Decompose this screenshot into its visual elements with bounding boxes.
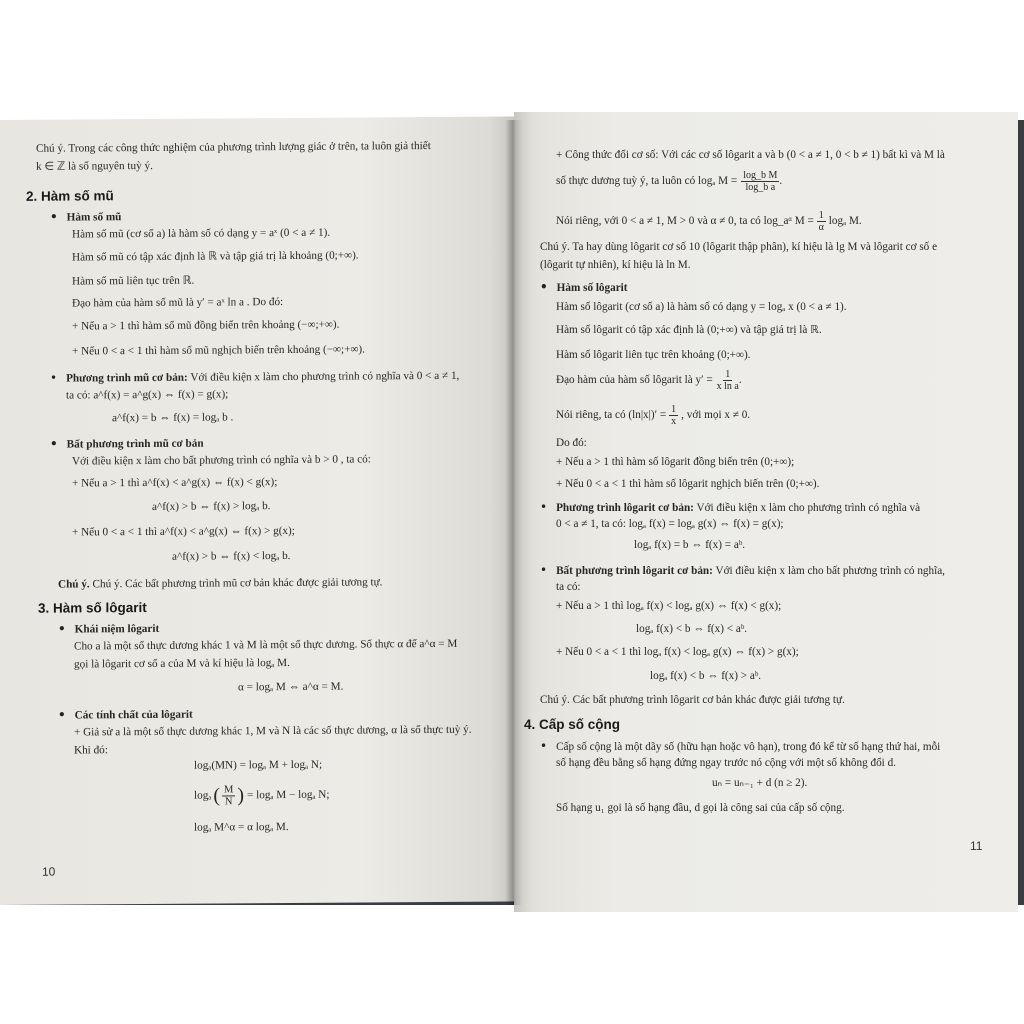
r-b3-line-3: logₐ f(x) < b ⇔ f(x) < aᵇ. [636,623,748,635]
right-page [514,112,1018,912]
r-b1-l5-numerator: 1 [671,404,677,415]
s2-bpt-line-5: a^f(x) > b ⇔ f(x) < logₐ b. [172,549,291,563]
r-b1-line-3: Hàm số lôgarit liên tục trên khoảng (0;+∞). [556,349,751,361]
r-b1-l4-denominator: x ln a [716,381,739,392]
r-b1-line-6: Do đó: [556,437,587,449]
s3-formula-3: logₐ M^α = α logₐ M. [194,820,289,834]
r-bullet-phuong-trinh-logarit: • Phương trình lôgarit cơ bản: Với điều kiện x làm cho phương trình có nghĩa và [540,499,920,516]
s2-line-3: Hàm số mũ liên tục trên ℝ. [72,274,195,288]
s3-line-2: gọi là lôgarit cơ số a của M và kí hiệu là logₐ M. [74,656,290,671]
r-b1-line-8: + Nếu 0 < a < 1 thì hàm số lôgarit nghịch biến trên (0;+∞). [556,478,820,490]
s2-bullet-bat-phuong-trinh-mu: • Bất phương trình mũ cơ bản [50,435,204,453]
s4-bullet-cap-so-cong: • Cấp số cộng là một dãy số (hữu hạn hoặc vô hạn), trong đó kể từ số hạng thứ hai, mỗi [540,738,940,755]
section-2-title: 2. Hàm số mũ [26,188,114,204]
s3-formula-1: logₐ(MN) = logₐ M + logₐ N; [194,758,323,772]
s4-line-4: Số hạng u₁ gọi là số hạng đầu, d gọi là công sai của cấp số cộng. [556,802,845,814]
r-line-3: Nói riêng, với 0 < a ≠ 1, M > 0 và α ≠ 0, ta có log_aᵅ M = $\frac{1}{\alpha}$ logₐ M. [556,210,862,233]
r-note-1-line-1: Chú ý. Ta hay dùng lôgarit cơ số 10 (lôgarit thập phân), kí hiệu là lg M và lôgarit cơ số e [540,241,938,253]
s2-line-1: Hàm số mũ (cơ số a) là hàm số có dạng y = aˣ (0 < a ≠ 1). [72,226,331,241]
r-b1-line-5: Nói riêng, ta có (ln|x|)′ = $\frac{1}{x}$ , với mọi x ≠ 0. [556,404,751,427]
r-bullet-ham-so-logarit: • Hàm số lôgarit [540,279,628,296]
s2-bullet-ham-so-mu: • Hàm số mũ [50,208,121,226]
r-b1-l4-numerator: 1 [725,369,731,380]
r-l3-denominator: α [818,222,824,233]
r-b1-l5-denominator: x [671,416,677,427]
section-4-title: 4. Cấp số cộng [524,717,621,732]
s3-line-3: α = logₐ M ⇔ a^α = M. [238,680,344,694]
r-b3-line-2: + Nếu a > 1 thì logₐ f(x) < logₐ g(x) ⇔ f(x) < g(x); [556,600,782,612]
r-line-1: + Công thức đổi cơ số: Với các cơ số lôgarit a và b (0 < a ≠ 1, 0 < b ≠ 1) bất kì và M là [556,149,945,161]
section-3-title: 3. Hàm số lôgarit [38,599,147,616]
s2-bpt-line-2: + Nếu a > 1 thì a^f(x) < a^g(x) ⇔ f(x) < g(x); [72,476,278,490]
s4-line-2: số hạng đều bằng số hạng đứng ngay trước nó cộng với một số không đổi d. [556,757,896,769]
s2-bullet-phuong-trinh-mu: • Phương trình mũ cơ bản: Với điều kiện x làm cho phương trình có nghĩa và 0 < a ≠ 1, [50,367,459,387]
r-b3-line-4: + Nếu 0 < a < 1 thì logₐ f(x) < logₐ g(x) ⇔ f(x) > g(x); [556,646,799,658]
r-b1-line-4: Đạo hàm của hàm số lôgarit là y′ = $\frac{1}{\text{x ln a}}$ . [556,369,742,392]
s3-line-1: Cho a là một số thực dương khác 1 và M là một số thực dương. Số thực α để a^α = M [74,637,458,653]
r-l2-denominator: log_b a [745,182,776,193]
s3-line-5: Khi đó: [74,744,108,757]
s2-line-6: + Nếu 0 < a < 1 thì hàm số mũ nghịch biến trên khoảng (−∞;+∞). [72,343,365,358]
s2-bpt-line-3: a^f(x) > b ⇔ f(x) > logₐ b. [152,500,271,513]
r-b3-line-1: ta có: [556,581,581,593]
s2-line-5: + Nếu a > 1 thì hàm số mũ đồng biến trên khoảng (−∞;+∞). [72,318,340,333]
left-page [0,116,514,905]
note-1-line-1: Chú ý. Trong các công thức nghiệm của phương trình lượng giác ở trên, ta luôn giả thiết [36,139,431,155]
r-b2-line-2: logₐ f(x) = b ⇔ f(x) = aᵇ. [634,539,746,551]
r-b2-line-1: 0 < a ≠ 1, ta có: logₐ f(x) = logₐ g(x) ⇔ f(x) = g(x); [556,518,784,530]
s3-line-4: + Giả sử a là một số thực dương khác 1, M và N là các số thực dương, α là số thực tuỳ ý. [74,723,472,739]
book-gutter-shadow [505,120,523,905]
s2-line-4: Đạo hàm của hàm số mũ là y′ = aˣ ln a . Do đó: [72,296,284,310]
r-b1-line-2: Hàm số lôgarit có tập xác định là (0;+∞) và tập giá trị là ℝ. [556,324,822,336]
open-book [0,120,1024,905]
r-bullet-bat-phuong-trinh-logarit: • Bất phương trình lôgarit cơ bản: Với điều kiện x làm cho bất phương trình có nghĩa, [540,562,945,579]
r-b3-line-5: logₐ f(x) < b ⇔ f(x) > aᵇ. [650,670,762,682]
s3-formula-2: logₐ ( $\frac{M}{N}$ ) = logₐ M − logₐ N; [194,784,330,808]
s3-f2-numerator: M [224,784,234,796]
s3-bullet-tinh-chat: • Các tính chất của lôgarit [58,706,193,724]
note-1-line-2: k ∈ ℤ là số nguyên tuỳ ý. [36,159,153,173]
s2-bpt-line-1: Với điều kiện x làm cho bất phương trình có nghĩa và b > 0 , ta có: [72,453,371,468]
s2-pt-line-1: ta có: a^f(x) = a^g(x) ⇔ f(x) = g(x); [66,388,229,402]
r-b1-line-1: Hàm số lôgarit (cơ số a) là hàm số có dạng y = logₐ x (0 < a ≠ 1). [556,301,847,313]
r-l3-numerator: 1 [818,210,824,221]
s2-pt-line-2: a^f(x) = b ⇔ f(x) = logₐ b . [112,411,234,425]
r-note-1-line-2: (lôgarit tự nhiên), kí hiệu là ln M. [540,259,691,271]
r-note-2: Chú ý. Các bất phương trình lôgarit cơ bản khác được giải tương tự. [540,694,845,706]
r-line-2: số thực dương tuỳ ý, ta luôn có logₐ M = $\frac{\text{log\_b M}}{\text{log\_b a}}$ . [556,170,783,193]
s3-bullet-khai-niem: • Khái niệm lôgarit [58,620,159,638]
s2-line-2: Hàm số mũ có tập xác định là ℝ và tập giá trị là khoảng (0;+∞). [72,249,359,264]
page-number-right: 11 [970,839,983,853]
r-l2-numerator: log_b M [743,170,778,181]
page-number-left: 10 [42,864,56,879]
s4-formula: uₙ = uₙ₋₁ + d (n ≥ 2). [712,777,808,789]
s3-f2-denominator: N [224,796,233,808]
r-b1-line-7: + Nếu a > 1 thì hàm số lôgarit đồng biến trên (0;+∞); [556,456,795,468]
s2-bpt-line-4: + Nếu 0 < a < 1 thì a^f(x) < a^g(x) ⇔ f(x) > g(x); [72,524,295,539]
note-2: Chú ý. Chú ý. Các bất phương trình mũ cơ bản khác được giải tương tự. [58,576,383,591]
